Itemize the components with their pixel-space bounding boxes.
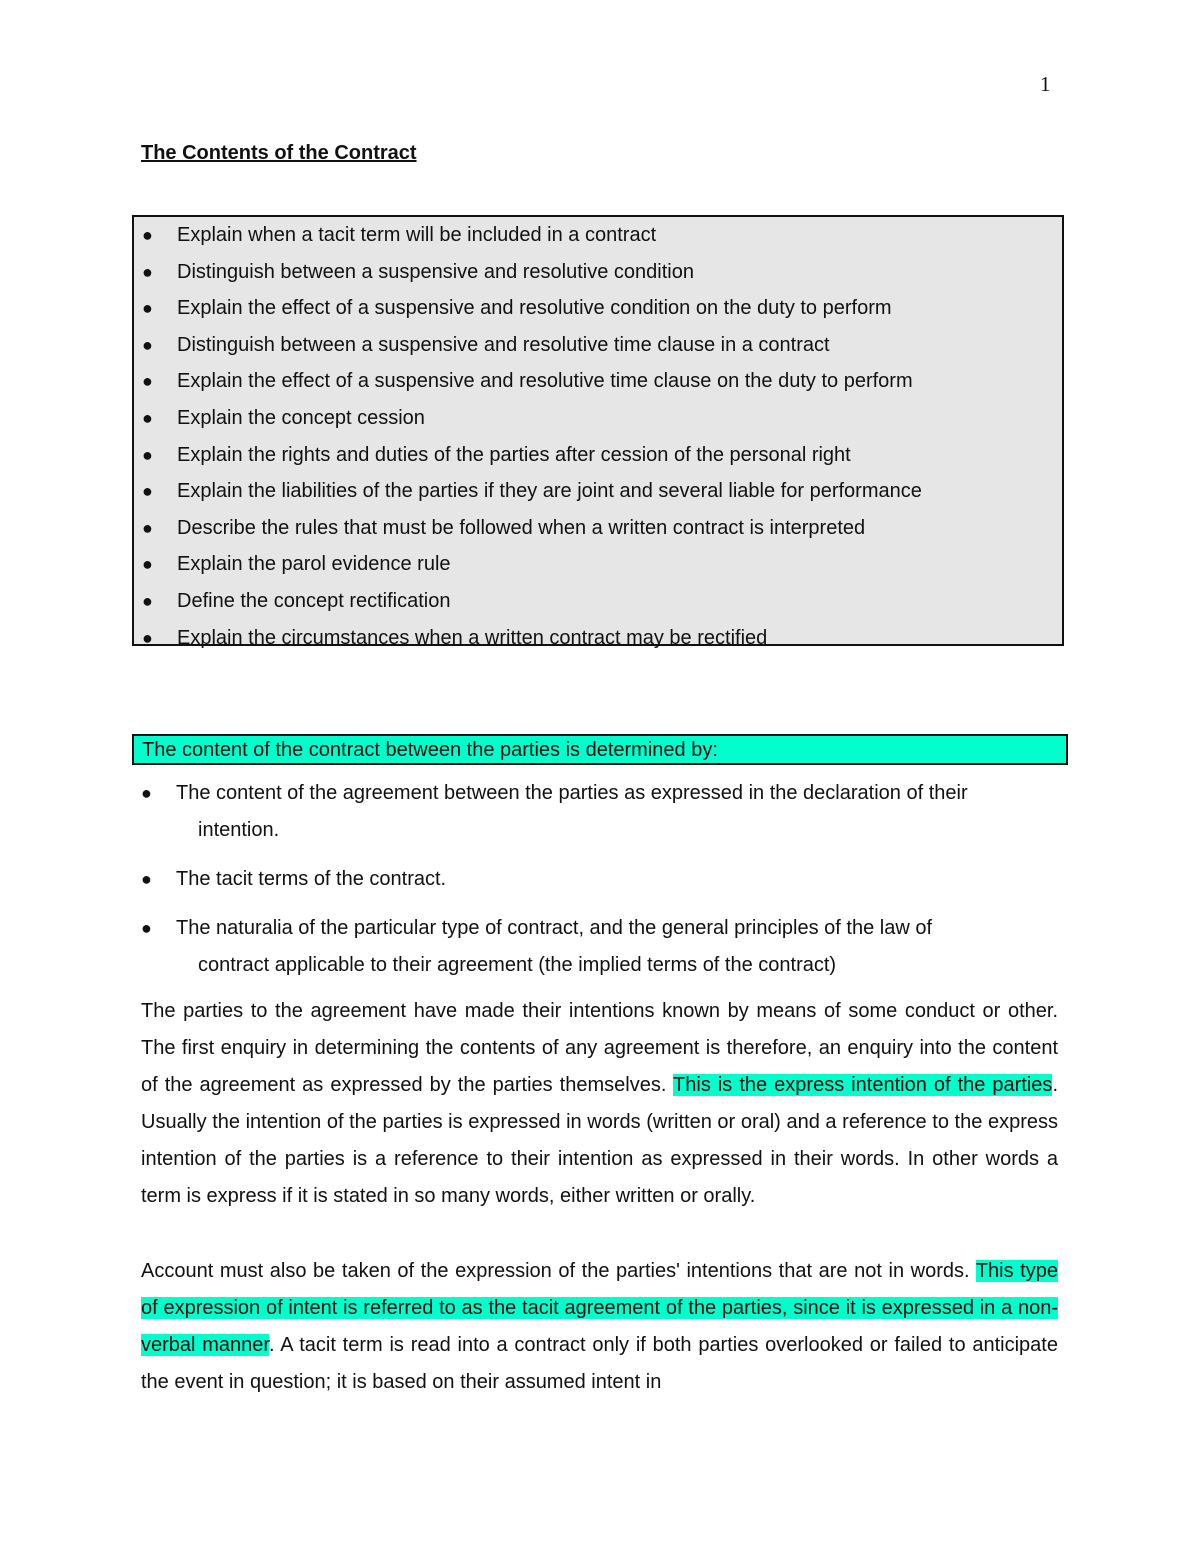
express-intention-paragraph — [141, 993, 1058, 1215]
list-item — [134, 586, 1062, 623]
bullet-icon: ● — [142, 444, 153, 465]
objective-text: Describe the rules that must be followed when a written contract is interpreted — [177, 516, 866, 539]
bullet-icon: ● — [142, 407, 153, 428]
bullet-icon: ● — [142, 554, 153, 575]
bullet-icon: ● — [142, 261, 153, 282]
section-heading-highlight: The content of the contract between the parties is determined by: — [132, 734, 1068, 765]
list-item — [134, 440, 1062, 477]
paragraph-text: . Usually the intention of the parties is expressed in words (written or oral) and a reference to the express intention of the parties is a reference to their intention as expressed in their words. In other words a term is express if it is stated in so many words, either written or orally. — [141, 1074, 1058, 1207]
point-continuation: contract applicable to their agreement (the implied terms of the contract) — [198, 954, 837, 976]
bullet-icon: ● — [141, 869, 152, 889]
paragraph-text: The parties to the agreement have made their intentions known by means of some conduct or other. The first enquiry in determining the contents of any agreement is therefore, an enquiry into the content of the agreement as expressed by the parties themselves. — [141, 1000, 1058, 1096]
objective-text: Define the concept rectification — [177, 589, 451, 612]
list-item — [134, 549, 1062, 586]
objective-text: Distinguish between a suspensive and resolutive condition — [177, 260, 694, 283]
list-item — [141, 910, 1058, 984]
paragraph-text: . A tacit term is read into a contract only if both parties overlooked or failed to anticipate the event in question; it is based on their assumed intent in — [141, 1334, 1058, 1393]
objective-text: Distinguish between a suspensive and resolutive time clause in a contract — [177, 333, 830, 356]
list-item — [141, 775, 1058, 849]
point-text: The content of the agreement between the parties as expressed in the declaration of their — [176, 782, 968, 804]
objectives-list — [134, 217, 1062, 659]
list-item — [141, 861, 1058, 898]
bullet-icon: ● — [142, 225, 153, 245]
list-item — [134, 403, 1062, 440]
objective-text: Explain the rights and duties of the parties after cession of the personal right — [177, 443, 851, 466]
list-item — [134, 513, 1062, 550]
objective-text: Explain the liabilities of the parties if they are joint and several liable for performance — [177, 480, 922, 503]
bullet-icon: ● — [142, 590, 153, 611]
list-item — [134, 330, 1062, 367]
bullet-icon: ● — [141, 783, 152, 803]
highlighted-text: This is the express intention of the parties — [673, 1074, 1053, 1096]
bullet-icon: ● — [142, 517, 153, 538]
point-text: The tacit terms of the contract. — [176, 868, 447, 890]
tacit-agreement-paragraph — [141, 1253, 1058, 1401]
learning-objectives-box — [132, 215, 1064, 649]
bullet-icon: ● — [142, 334, 153, 355]
objective-text: Explain the circumstances when a written contract may be rectified — [177, 626, 768, 649]
objective-text: Explain when a tacit term will be included in a contract — [177, 224, 657, 246]
objective-text: Explain the effect of a suspensive and resolutive condition on the duty to perform — [177, 297, 892, 320]
bullet-icon: ● — [142, 481, 153, 502]
list-item — [134, 220, 1062, 257]
list-item — [134, 366, 1062, 403]
content-determinants-list — [141, 775, 1058, 996]
paragraph-text: Account must also be taken of the expression of the parties' intentions that are not in words. — [141, 1260, 976, 1282]
bullet-icon: ● — [142, 371, 153, 392]
list-item — [134, 623, 1062, 660]
objective-text: Explain the concept cession — [177, 406, 425, 429]
bullet-icon: ● — [141, 918, 152, 938]
list-item — [134, 257, 1062, 294]
list-item — [134, 476, 1062, 513]
list-item — [134, 293, 1062, 330]
highlighted-text: This type of expression of intent is referred to as the tacit agreement of the parties, since it is expressed in a non-verbal manner — [141, 1260, 1058, 1356]
page-title: The Contents of the Contract — [141, 142, 417, 164]
objective-text: Explain the effect of a suspensive and resolutive time clause on the duty to perform — [177, 370, 913, 393]
point-text: The naturalia of the particular type of contract, and the general principles of the law of — [176, 917, 932, 939]
bullet-icon: ● — [142, 627, 153, 648]
page-number: 1 — [1040, 72, 1051, 96]
objective-text: Explain the parol evidence rule — [177, 553, 451, 576]
point-continuation: intention. — [198, 819, 280, 841]
bullet-icon: ● — [142, 298, 153, 319]
